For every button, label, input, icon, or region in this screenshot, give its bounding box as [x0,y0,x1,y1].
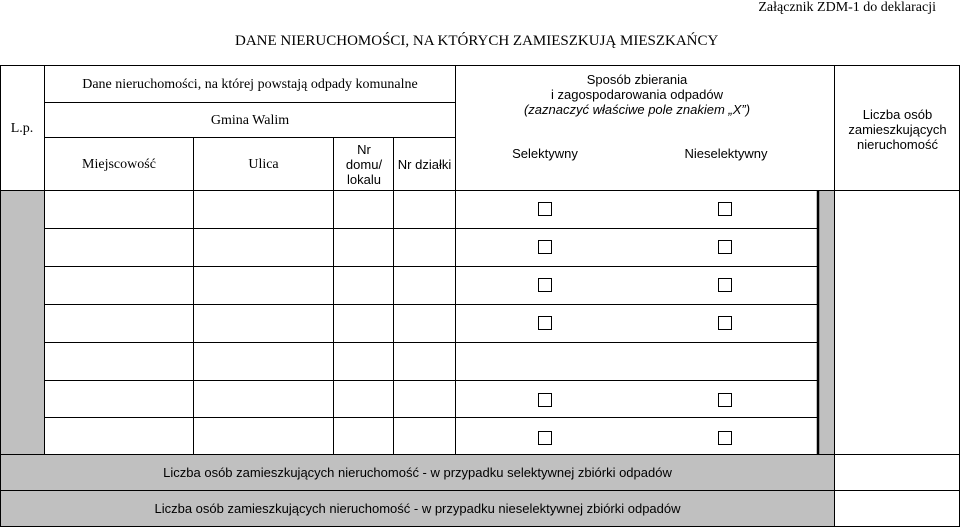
people-count-header: Liczba osób zamieszkujących nieruchomość [848,106,947,152]
nonselective-checkbox-row4[interactable] [718,316,732,330]
selective-checkbox-row4[interactable] [538,316,552,330]
selective-checkbox-row5[interactable] [538,393,552,407]
table-row[interactable] [45,342,818,380]
separator-shaded-column [818,190,834,454]
selective-checkbox-row1[interactable] [538,202,552,216]
miejscowosc-header: Miejscowość [82,156,156,172]
selektywny-header: Selektywny [512,145,578,161]
table-row[interactable] [45,228,818,266]
collection-title-line2: i zagospodarowania odpadów [550,86,723,102]
table-row[interactable] [45,304,818,342]
selective-checkbox-row6[interactable] [538,431,552,445]
summary-nonselective-label: Liczba osób zamieszkujących nieruchomość - w przypadku nieselektywnej zbiórki odpadów [154,501,681,516]
collection-note: (zaznaczyć właściwe pole znakiem „X”) [523,101,751,117]
nieselektywny-header: Nieselektywny [684,145,768,161]
nonselective-checkbox-row2[interactable] [718,240,732,254]
table-row[interactable] [45,380,818,454]
selective-checkbox-row2[interactable] [538,240,552,254]
lp-header: L.p. [10,120,34,136]
page-title: DANE NIERUCHOMOŚCI, NA KTÓRYCH ZAMIESZKUJĄ MIESZKAŃCY [235,33,719,49]
people-count-selective-input[interactable] [835,455,959,490]
annex-label: Załącznik ZDM-1 do deklaracji [758,0,936,15]
collection-method-header [456,66,818,122]
nonselective-checkbox-row3[interactable] [718,278,732,292]
gmina-header: Gmina Walim [210,112,290,128]
property-group-header: Dane nieruchomości, na której powstają odpady komunalne [82,76,418,92]
ulica-header: Ulica [248,156,279,172]
lp-shaded-area [1,190,44,454]
people-count-nonselective-input[interactable] [835,491,959,526]
table-row[interactable] [45,190,818,228]
nr-domu-header: Nr domu/ lokalu [345,141,383,187]
nonselective-checkbox-row6[interactable] [718,431,732,445]
selective-checkbox-row3[interactable] [538,278,552,292]
summary-selective-label: Liczba osób zamieszkujących nieruchomość - w przypadku selektywnej zbiórki odpadów [163,465,672,480]
nr-dzialki-header: Nr działki [397,156,452,172]
nonselective-checkbox-row5[interactable] [718,393,732,407]
collection-title-line1: Sposób zbierania [586,71,688,87]
nonselective-checkbox-row1[interactable] [718,202,732,216]
table-row[interactable] [45,266,818,304]
